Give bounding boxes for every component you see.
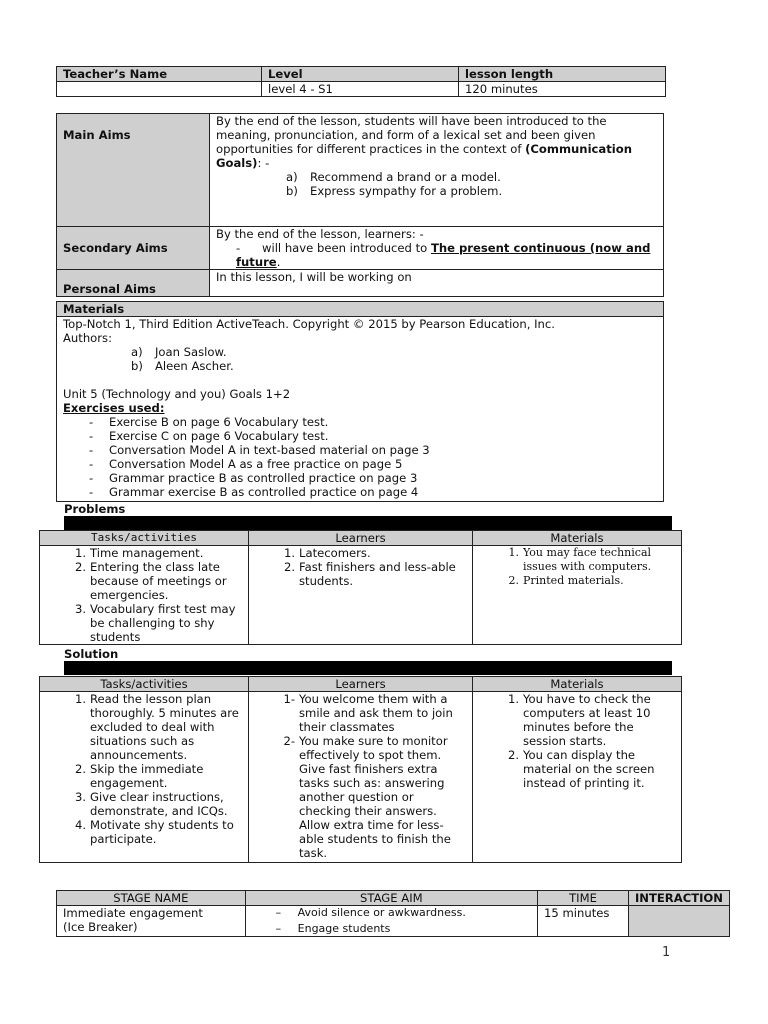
stage-col-name: STAGE NAME xyxy=(57,891,246,906)
problems-col-tasks: Tasks/activities xyxy=(40,531,249,546)
main-aims-text: By the end of the lesson, students will have been introduced to the meaning, pronunciation, and form of a lexical set and been given opportunities for different practices in the context of xyxy=(216,114,607,156)
list-item: - Exercise C on page 6 Vocabulary test. xyxy=(89,429,329,443)
solution-col-learners: Learners xyxy=(249,677,473,692)
materials-table xyxy=(56,301,664,502)
main-aims-label: Main Aims xyxy=(57,114,210,227)
stage-col-interaction: INTERACTION xyxy=(628,891,729,906)
list-item: 1. You may face technical issues with computers. xyxy=(508,546,652,573)
problems-title: Problems xyxy=(64,502,126,516)
list-item: 4. Motivate shy students to participate. xyxy=(74,818,234,846)
secondary-aims-label: Secondary Aims xyxy=(57,227,210,270)
solution-title: Solution xyxy=(64,647,119,661)
stage-aim-cell xyxy=(245,906,537,937)
solution-materials-list xyxy=(501,692,677,790)
secondary-aims-intro: By the end of the lesson, learners: - xyxy=(216,227,424,241)
problems-table xyxy=(39,530,682,645)
solution-bar xyxy=(64,661,672,675)
materials-authors-label: Authors: xyxy=(63,331,112,345)
stage-name-sub: (Ice Breaker) xyxy=(63,920,138,934)
secondary-aims-item: - will have been introduced to The present continuous (now and future. xyxy=(236,241,651,269)
list-item: b) Express sympathy for a problem. xyxy=(286,184,503,198)
solution-tasks-list xyxy=(68,692,244,846)
solution-materials-cell xyxy=(473,692,682,863)
list-item: 2. Printed materials. xyxy=(508,574,624,587)
secondary-aims-bold: The present continuous (now and future xyxy=(236,241,651,269)
lesson-length-value: 120 minutes xyxy=(459,82,666,97)
problems-learners-cell xyxy=(249,546,473,645)
main-aims-content xyxy=(210,114,664,227)
main-aims-list xyxy=(216,170,657,198)
lesson-length-label: lesson length xyxy=(459,67,666,82)
stage-name: Immediate engagement xyxy=(63,906,203,920)
materials-unit: Unit 5 (Technology and you) Goals 1+2 xyxy=(63,387,291,401)
list-item: – Avoid silence or awkwardness. xyxy=(275,906,466,919)
materials-book: Top-Notch 1, Third Edition ActiveTeach. Copyright © 2015 by Pearson Education, Inc. xyxy=(63,317,555,331)
stage-time: 15 minutes xyxy=(538,906,629,937)
main-aims-bold: (Communication Goals) xyxy=(216,142,632,170)
list-item: 2- You make sure to monitor effectively to spot them. Give fast finishers extra tasks such as: answering another question or checking their answers. Allow extra time for less-able students to finish the task. xyxy=(283,734,451,860)
problems-tasks-cell xyxy=(40,546,249,645)
problems-materials-list xyxy=(501,546,675,588)
list-item: 2. You can display the material on the screen instead of printing it. xyxy=(507,748,655,790)
stage-interaction xyxy=(628,906,729,937)
teacher-name-value xyxy=(57,82,262,97)
solution-tasks-cell xyxy=(40,692,249,863)
list-item: a) Joan Saslow. xyxy=(131,345,227,359)
problems-materials-cell xyxy=(473,546,682,645)
stage-col-time: TIME xyxy=(538,891,629,906)
list-item: 2. Fast finishers and less-able students. xyxy=(283,560,456,588)
list-item: - Conversation Model A in text-based material on page 3 xyxy=(89,443,430,457)
personal-aims-label: Personal Aims xyxy=(57,270,210,297)
materials-label: Materials xyxy=(57,302,664,317)
problems-bar xyxy=(64,516,672,530)
list-item: 1. You have to check the computers at least 10 minutes before the session starts. xyxy=(507,692,651,748)
level-label: Level xyxy=(262,67,459,82)
list-item: 1. Read the lesson plan thoroughly. 5 minutes are excluded to deal with situations such as announcements. xyxy=(74,692,239,762)
list-item: 3. Give clear instructions, demonstrate, and ICQs. xyxy=(74,790,228,818)
secondary-aims-content xyxy=(210,227,664,270)
authors-list xyxy=(63,345,657,373)
problems-col-learners: Learners xyxy=(249,531,473,546)
list-item: - Exercise B on page 6 Vocabulary test. xyxy=(89,415,329,429)
list-item: - Conversation Model A as a free practice on page 5 xyxy=(89,457,403,471)
list-item: 3. Vocabulary first test may be challenging to shy students xyxy=(74,602,236,644)
list-item: b) Aleen Ascher. xyxy=(131,359,234,373)
solution-col-tasks: Tasks/activities xyxy=(40,677,249,692)
header-table xyxy=(56,66,666,97)
problems-learners-list xyxy=(277,546,466,588)
problems-col-materials: Materials xyxy=(473,531,682,546)
stage-col-aim: STAGE AIM xyxy=(245,891,537,906)
aims-table xyxy=(56,113,664,297)
list-item: - Grammar practice B as controlled practice on page 3 xyxy=(89,471,418,485)
materials-content xyxy=(57,317,664,502)
solution-col-materials: Materials xyxy=(473,677,682,692)
list-item: 1. Latecomers. xyxy=(283,546,371,560)
list-item: - Grammar exercise B as controlled practice on page 4 xyxy=(89,485,419,499)
personal-aims-text: In this lesson, I will be working on xyxy=(210,270,664,297)
problems-tasks-list xyxy=(68,546,244,644)
stage-name-cell xyxy=(57,906,246,937)
solution-learners-list xyxy=(277,692,468,860)
exercises-list xyxy=(63,415,657,499)
teacher-name-label: Teacher’s Name xyxy=(57,67,262,82)
solution-table xyxy=(39,676,682,863)
level-value: level 4 - S1 xyxy=(262,82,459,97)
main-aims-suffix: : - xyxy=(257,156,270,170)
list-item: 1- You welcome them with a smile and ask them to join their classmates xyxy=(283,692,453,734)
list-item: 2. Entering the class late because of meetings or emergencies. xyxy=(74,560,227,602)
list-item: 1. Time management. xyxy=(74,546,204,560)
solution-learners-cell xyxy=(249,692,473,863)
exercises-label: Exercises used: xyxy=(63,401,165,415)
page-number: 1 xyxy=(662,945,671,960)
list-item: – Engage students xyxy=(275,922,391,935)
list-item: 2. Skip the immediate engagement. xyxy=(74,762,204,790)
list-item: a) Recommend a brand or a model. xyxy=(286,170,501,184)
stage-table xyxy=(56,890,730,937)
